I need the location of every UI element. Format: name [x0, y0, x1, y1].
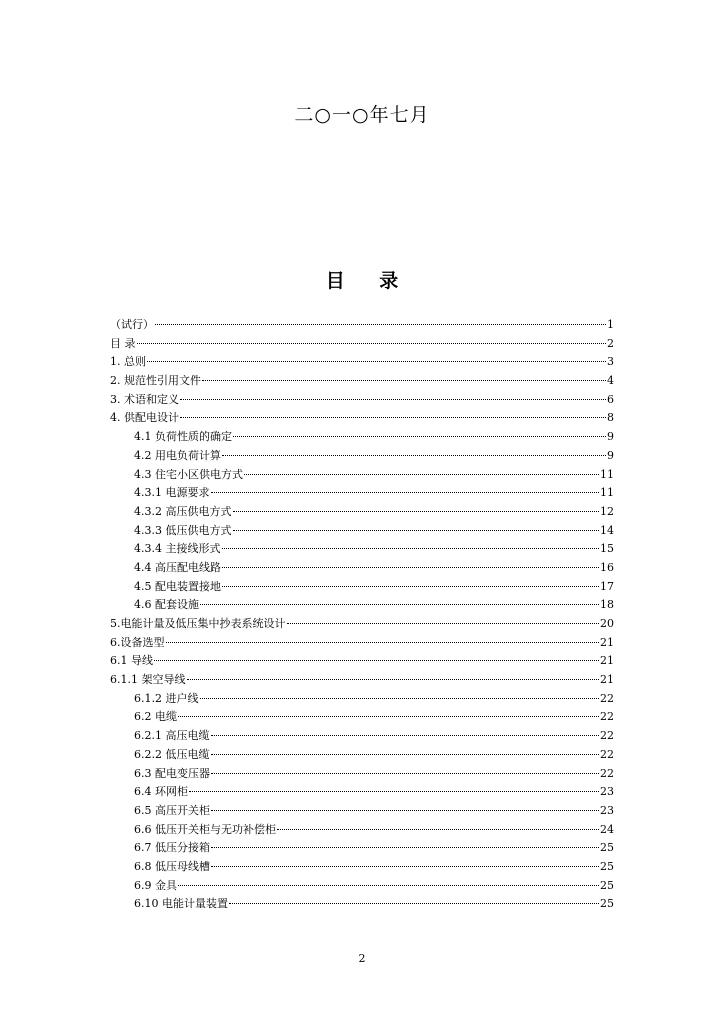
- toc-entry-label: 4.6 配套设施: [134, 598, 199, 612]
- toc-entry-label: 4.3.4 主接线形式: [134, 542, 221, 556]
- toc-entry-page: 23: [600, 803, 614, 817]
- toc-entry-page: 11: [600, 467, 614, 481]
- toc-entry-label: 4.3.3 低压供电方式: [134, 523, 232, 537]
- toc-entry-page: 25: [600, 859, 614, 873]
- toc-entry[interactable]: [110, 671, 614, 690]
- toc-entry-label: 4. 供配电设计: [110, 411, 179, 425]
- toc-entry-page: 8: [607, 411, 614, 425]
- toc-entry-page: 12: [600, 504, 614, 518]
- toc-entry-page: 9: [607, 448, 614, 462]
- toc-dot-leader: [155, 324, 606, 325]
- toc-entry-label: 6.2.2 低压电缆: [134, 747, 210, 761]
- toc-entry-label: 6.5 高压开关柜: [134, 803, 210, 817]
- toc-entry-label: 2. 规范性引用文件: [110, 374, 201, 388]
- toc-dot-leader: [211, 847, 599, 848]
- toc-entry[interactable]: [110, 821, 614, 840]
- toc-entry[interactable]: [110, 391, 614, 410]
- toc-entry-page: 4: [607, 374, 614, 388]
- toc-entry-label: 4.3.2 高压供电方式: [134, 504, 232, 518]
- toc-entry-page: 24: [600, 822, 614, 836]
- toc-dot-leader: [233, 436, 606, 437]
- toc-dot-leader: [178, 885, 599, 886]
- toc-entry-page: 22: [600, 691, 614, 705]
- toc-entry-label: 4.1 负荷性质的确定: [134, 430, 232, 444]
- toc-entry[interactable]: [110, 578, 614, 597]
- toc-dot-leader: [200, 698, 600, 699]
- toc-entry-label: 4.3 住宅小区供电方式: [134, 467, 243, 481]
- toc-entry[interactable]: [110, 353, 614, 372]
- toc-dot-leader: [211, 492, 600, 493]
- toc-entry-page: 6: [607, 392, 614, 406]
- toc-entry-label: 4.4 高压配电线路: [134, 560, 221, 574]
- toc-entry-label: 6.4 环网柜: [134, 785, 188, 799]
- toc-entry-label: 6.1.2 进户线: [134, 691, 199, 705]
- toc-entry-label: 6.1.1 架空导线: [110, 673, 186, 687]
- toc-entry[interactable]: [110, 484, 614, 503]
- toc-entry[interactable]: [110, 559, 614, 578]
- toc-entry-label: 5.电能计量及低压集中抄表系统设计: [110, 617, 286, 630]
- toc-entry[interactable]: [110, 372, 614, 391]
- toc-entry-label: 6.8 低压母线槽: [134, 859, 210, 873]
- toc-entry-page: 25: [600, 878, 614, 892]
- toc-entry-label: 6.7 低压分接箱: [134, 841, 210, 855]
- toc-dot-leader: [137, 343, 607, 344]
- toc-entry[interactable]: [110, 335, 614, 354]
- toc-dot-leader: [233, 530, 600, 531]
- toc-entry-page: 16: [600, 560, 614, 574]
- toc-entry[interactable]: [110, 858, 614, 877]
- toc-dot-leader: [211, 735, 600, 736]
- toc-dot-leader: [287, 623, 600, 624]
- toc-entry[interactable]: [110, 839, 614, 858]
- toc-entry-page: 3: [607, 355, 614, 369]
- toc-dot-leader: [229, 903, 599, 904]
- toc-entry-label: 1. 总则: [110, 355, 146, 369]
- toc-entry-page: 15: [600, 542, 614, 556]
- table-of-contents: [110, 316, 614, 914]
- toc-entry[interactable]: [110, 466, 614, 485]
- toc-dot-leader: [277, 829, 599, 830]
- toc-entry-label: 6.10 电能计量装置: [134, 897, 228, 911]
- toc-dot-leader: [147, 361, 606, 362]
- toc-entry-page: 22: [600, 729, 614, 743]
- toc-dot-leader: [222, 548, 600, 549]
- toc-dot-leader: [211, 866, 599, 867]
- toc-entry[interactable]: [110, 596, 614, 615]
- toc-entry-label: 3. 术语和定义: [110, 392, 179, 406]
- toc-dot-leader: [202, 380, 606, 381]
- toc-dot-leader: [180, 417, 606, 418]
- toc-entry-page: 22: [600, 710, 614, 724]
- toc-entry-label: 4.5 配电装置接地: [134, 579, 221, 593]
- toc-entry-label: 6.设备选型: [110, 635, 165, 649]
- toc-dot-leader: [211, 754, 600, 755]
- toc-dot-leader: [189, 791, 599, 792]
- toc-entry-label: 4.2 用电负荷计算: [134, 448, 221, 462]
- toc-dot-leader: [222, 455, 606, 456]
- toc-entry-label: 6.9 金具: [134, 878, 177, 892]
- toc-entry[interactable]: [110, 503, 614, 522]
- toc-entry-page: 11: [600, 486, 614, 500]
- document-date: 二○一○年七月: [294, 104, 430, 126]
- toc-entry-label: （试行）: [110, 318, 154, 331]
- toc-dot-leader: [211, 773, 599, 774]
- toc-entry-label: 4.3.1 电源要求: [134, 486, 210, 500]
- toc-title: 目 录: [325, 270, 413, 292]
- toc-entry[interactable]: [110, 783, 614, 802]
- toc-entry[interactable]: [110, 708, 614, 727]
- toc-dot-leader: [233, 511, 600, 512]
- toc-dot-leader: [166, 642, 600, 643]
- toc-dot-leader: [244, 474, 599, 475]
- toc-entry[interactable]: [110, 652, 614, 671]
- toc-entry-page: 21: [600, 635, 614, 649]
- toc-entry[interactable]: [110, 877, 614, 896]
- toc-dot-leader: [222, 567, 599, 568]
- toc-entry-page: 21: [600, 673, 614, 687]
- toc-entry-page: 22: [600, 747, 614, 761]
- toc-entry-page: 25: [600, 841, 614, 855]
- toc-entry[interactable]: [110, 802, 614, 821]
- toc-entry-page: 21: [600, 654, 614, 668]
- toc-entry-page: 20: [600, 617, 614, 630]
- page-number: 2: [358, 952, 366, 965]
- toc-entry-page: 25: [600, 897, 614, 911]
- toc-entry[interactable]: [110, 746, 614, 765]
- toc-entry[interactable]: [110, 447, 614, 466]
- toc-entry-page: 22: [600, 766, 614, 780]
- toc-entry[interactable]: [110, 540, 614, 559]
- toc-entry[interactable]: [110, 522, 614, 541]
- toc-dot-leader: [180, 399, 606, 400]
- toc-entry-label: 6.2.1 高压电缆: [134, 729, 210, 743]
- toc-dot-leader: [200, 604, 599, 605]
- toc-entry[interactable]: [110, 690, 614, 709]
- toc-entry[interactable]: [110, 316, 614, 335]
- toc-dot-leader: [178, 716, 599, 717]
- toc-entry[interactable]: [110, 409, 614, 428]
- toc-dot-leader: [211, 810, 599, 811]
- toc-entry[interactable]: [110, 428, 614, 447]
- toc-entry-label: 6.2 电缆: [134, 710, 177, 724]
- toc-entry-page: 18: [600, 598, 614, 612]
- toc-entry-label: 6.6 低压开关柜与无功补偿柜: [134, 822, 276, 836]
- toc-entry-page: 9: [607, 430, 614, 444]
- toc-dot-leader: [154, 660, 599, 661]
- toc-entry-page: 1: [607, 318, 614, 331]
- toc-entry[interactable]: [110, 727, 614, 746]
- toc-entry-label: 目 录: [110, 336, 136, 350]
- toc-entry-label: 6.1 导线: [110, 654, 153, 668]
- toc-entry-page: 2: [607, 336, 614, 350]
- toc-entry-page: 14: [600, 523, 614, 537]
- toc-entry[interactable]: [110, 634, 614, 653]
- toc-dot-leader: [187, 679, 600, 680]
- toc-entry-page: 23: [600, 785, 614, 799]
- toc-entry[interactable]: [110, 765, 614, 784]
- toc-entry-label: 6.3 配电变压器: [134, 766, 210, 780]
- toc-entry-page: 17: [600, 579, 614, 593]
- toc-entry[interactable]: [110, 895, 614, 914]
- toc-dot-leader: [222, 586, 599, 587]
- toc-entry[interactable]: [110, 615, 614, 634]
